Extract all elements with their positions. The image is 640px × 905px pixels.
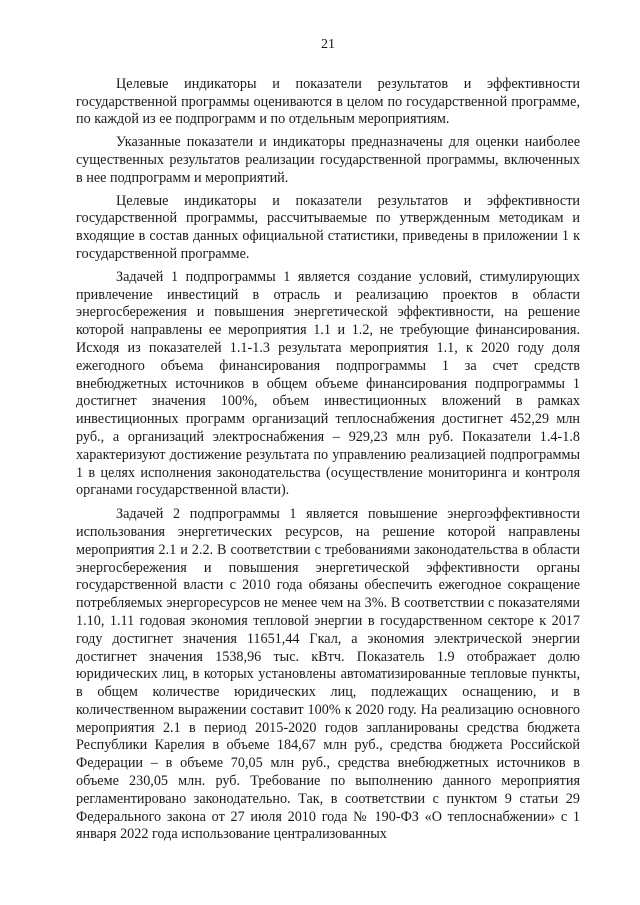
paragraph-1: Целевые индикаторы и показатели результатов и эффективности государственной программы оцениваются в целом по государственной программе, по каждой из ее подпрограмм и по отдельным мероприятиям. <box>76 75 580 128</box>
paragraph-4: Задачей 1 подпрограммы 1 является создание условий, стимулирующих привлечение инвестиций в отрасль и реализацию проектов в области энергосбережения и повышения энергетической эффективности, на решение которой направлены ее мероприятия 1.1 и 1.2, не требующие финансирования. Исходя из показателей 1.1-1.3 результата мероприятия 1.1, к 2020 году доля ежегодного объема финансирования подпрограммы 1 за счет средств внебюджетных источников в общем объеме финансирования подпрограммы 1 достигнет значения 100%, объем инвестиционных вложений в рамках инвестиционных программ организаций теплоснабжения достигнет 452,29 млн руб., а организаций электроснабжения – 929,23 млн руб. Показатели 1.4-1.8 характеризуют достижение результата по управлению реализацией подпрограммы 1 в целях исполнения законодательства (осуществление мониторинга и контроля органами государственной власти). <box>76 268 580 499</box>
page-number: 21 <box>321 37 335 52</box>
paragraph-5: Задачей 2 подпрограммы 1 является повышение энергоэффективности использования энергетических ресурсов, на решение которой направлены мероприятия 2.1 и 2.2. В соответствии с требованиями законодательства в области энергосбережения и повышения энергетической эффективности органы государственной власти с 2010 года обязаны обеспечить ежегодное сокращение потребляемых энергоресурсов не менее чем на 3%. В соответствии с показателями 1.10, 1.11 годовая экономия тепловой энергии в государственном секторе к 2017 году достигнет значения 11651,44 Гкал, а экономия электрической энергии достигнет значения 1538,96 тыс. кВтч. Показатель 1.9 отображает долю юридических лиц, в которых установлены автоматизированные тепловые пункты, в общем количестве юридических лиц, подлежащих оснащению, и в количественном выражении составит 100% к 2020 году. На реализацию основного мероприятия 2.1 в период 2015-2020 годов запланированы средства бюджета Республики Карелия в объеме 184,67 млн руб., средства бюджета Российской Федерации – в объеме 70,05 млн руб., средства внебюджетных источников в объеме 230,05 млн. руб. Требование по выполнению данного мероприятия регламентировано законодательно. Так, в соответствии с пунктом 9 статьи 29 Федерального закона от 27 июля 2010 года № 190-ФЗ «О теплоснабжении» с 1 января 2022 года использование централизованных <box>76 506 580 843</box>
paragraph-2: Указанные показатели и индикаторы предназначены для оценки наиболее существенных результатов реализации государственной программы, включенных в нее подпрограмм и мероприятий. <box>76 134 580 186</box>
paragraph-3: Целевые индикаторы и показатели результатов и эффективности государственной программы, рассчитываемые по утвержденным методикам и входящие в состав данных официальной статистики, приведены в приложении 1 к государственной программе. <box>76 192 580 262</box>
